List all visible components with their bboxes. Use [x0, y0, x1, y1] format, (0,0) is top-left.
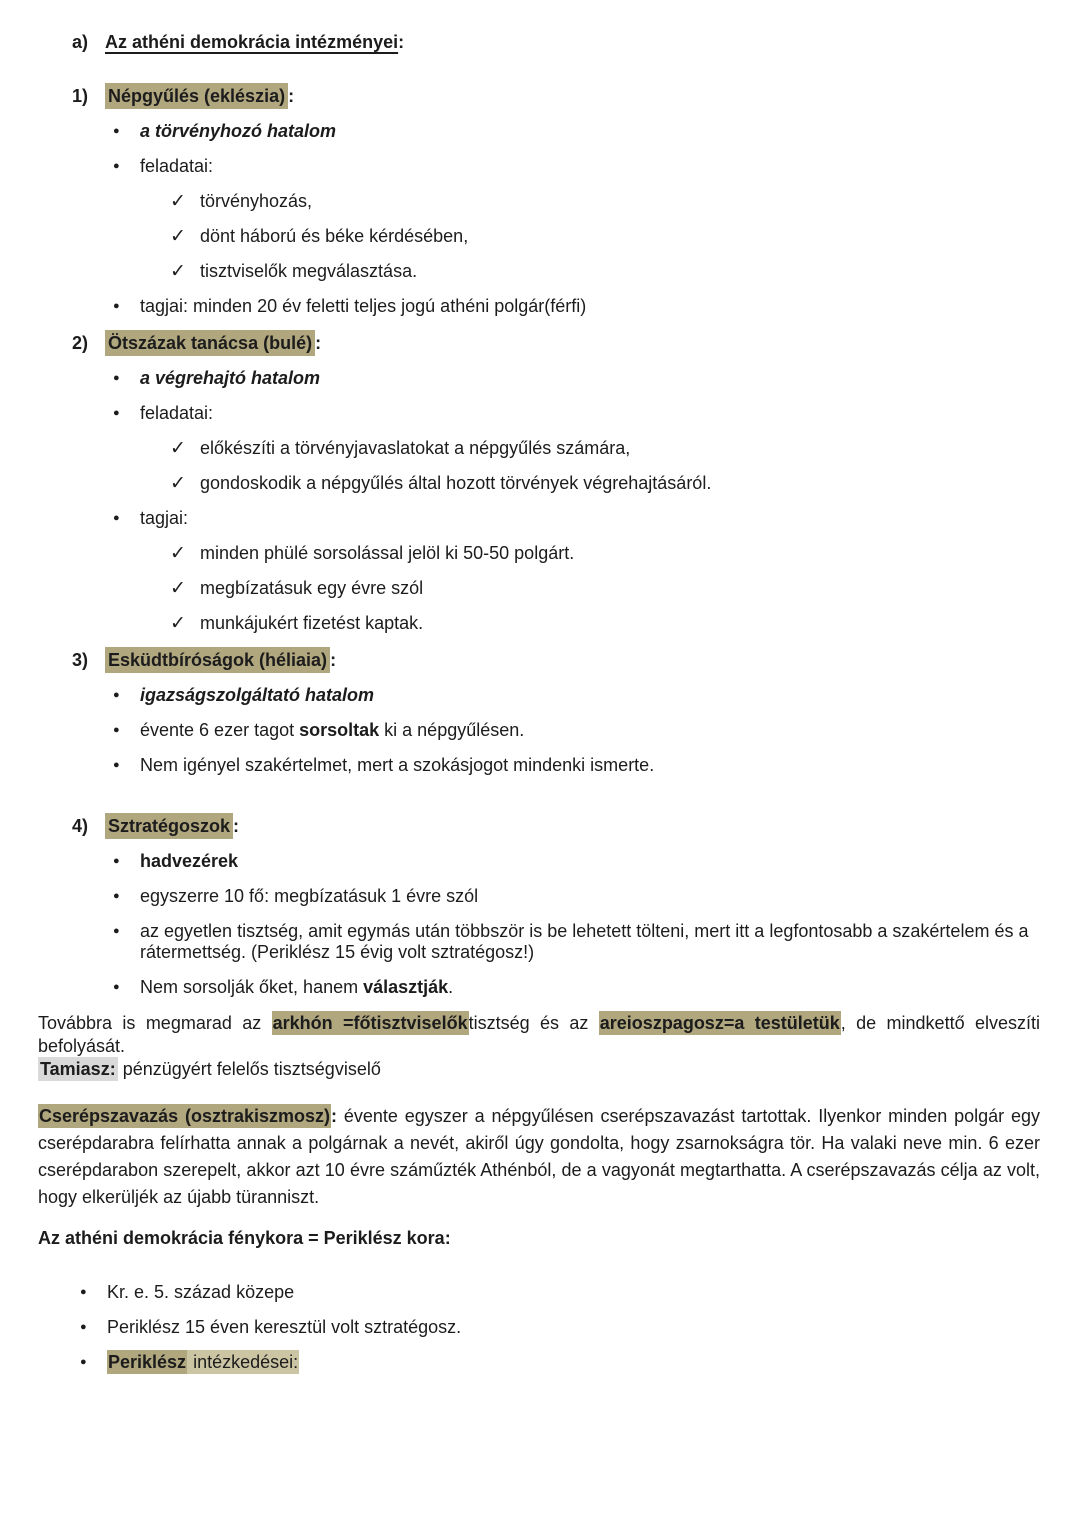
bold-text-segment: sorsoltak [299, 720, 380, 740]
text-segment: évente 6 ezer tagot [140, 720, 300, 740]
check-item [170, 261, 1040, 282]
bold-text-segment: : [331, 1106, 337, 1126]
section-heading [105, 816, 1040, 837]
section-heading-row [72, 816, 1040, 837]
highlighted-heading-text: Ötszázak tanácsa (bulé) [105, 330, 315, 356]
list-item-text: hadvezérek [140, 851, 239, 871]
text-segment: Nem sorsolják őket, hanem [140, 977, 364, 997]
bullet-icon: ● [113, 407, 120, 419]
list-item [80, 1317, 1040, 1338]
check-item-text: gondoskodik a népgyűlés által hozott törvények végrehajtásáról. [200, 473, 712, 493]
heading-colon: : [315, 333, 322, 353]
section-heading [105, 86, 1040, 107]
paragraph-cserepszavazas [38, 1103, 1040, 1211]
section-otszazak [38, 333, 1040, 634]
list-item [113, 121, 1040, 142]
list-item [113, 368, 1040, 389]
section-heading [105, 650, 1040, 671]
list-item [113, 720, 1040, 741]
check-icon: ✓ [170, 438, 186, 459]
check-icon: ✓ [170, 613, 186, 634]
bullet-icon: ● [113, 512, 120, 524]
text-segment: , de mindkettő elveszíti befolyását. [38, 1013, 1040, 1056]
list-item [113, 886, 1040, 907]
text-segment: Továbbra is megmarad az [38, 1013, 272, 1033]
heading-colon: : [330, 650, 337, 670]
check-icon: ✓ [170, 226, 186, 247]
section-sztrategoszok [38, 816, 1040, 998]
intro-heading-row [72, 32, 1040, 53]
list-item [113, 921, 1040, 963]
highlighted-heading-text: Sztratégoszok [105, 813, 233, 839]
check-item-text: minden phülé sorsolással jelöl ki 50-50 polgárt. [200, 543, 575, 563]
bullet-icon: ● [80, 1321, 87, 1333]
check-icon: ✓ [170, 261, 186, 282]
highlighted-term-tamiasz: Tamiasz: [40, 1059, 116, 1079]
highlighted-heading-text: Esküdtbíróságok (héliaia) [105, 647, 330, 673]
list-item-text: Nem igényel szakértelmet, mert a szokásjogot mindenki ismerte. [140, 755, 655, 775]
list-item-text: Periklész 15 éven keresztül volt sztratégosz. [107, 1317, 462, 1337]
bold-text-segment: választják [363, 977, 449, 997]
intro-heading-text: Az athéni demokrácia intézményei [105, 32, 399, 52]
check-item [170, 543, 1040, 564]
check-item-text: munkájukért fizetést kaptak. [200, 613, 424, 633]
section-heading-row [72, 650, 1040, 671]
check-item-text: előkészíti a törvényjavaslatokat a népgyűlés számára, [200, 438, 631, 458]
section-eskudtbirosagok [38, 650, 1040, 776]
text-segment: tisztség és az [468, 1013, 599, 1033]
intro-label: a) [72, 32, 89, 52]
paragraph-line [38, 1012, 1040, 1058]
check-item [170, 613, 1040, 634]
check-item [170, 473, 1040, 494]
bullet-icon: ● [113, 160, 120, 172]
list-item-text: egyszerre 10 fő: megbízatásuk 1 évre szól [140, 886, 479, 906]
check-item-text: tisztviselők megválasztása. [200, 261, 418, 281]
bullet-icon: ● [113, 125, 120, 137]
check-icon: ✓ [170, 543, 186, 564]
check-item-text: megbízatásuk egy évre szól [200, 578, 424, 598]
text-segment: ki a népgyűlésen. [379, 720, 525, 740]
list-item [80, 1352, 1040, 1373]
list-item-text: feladatai: [140, 156, 214, 176]
highlighted-term-arkhon: arkhón =főtisztviselők [272, 1013, 468, 1033]
list-item-text: tagjai: minden 20 év feletti teljes jogú athéni polgár(férfi) [140, 296, 587, 316]
list-item-text: a törvényhozó hatalom [140, 121, 337, 141]
check-item [170, 191, 1040, 212]
list-item [113, 508, 1040, 529]
list-item-text: a végrehajtó hatalom [140, 368, 321, 388]
list-item [113, 977, 1040, 998]
list-item [113, 403, 1040, 424]
list-item-text [140, 720, 1040, 741]
section-number: 4) [72, 816, 89, 836]
check-icon: ✓ [170, 191, 186, 212]
text-segment: évente egyszer a népgyűlésen cserépszavazást tartottak. Ilyenkor minden polgár egy cserépdarabra felírhatta annak a polgárnak a nevét, akiről úgy gondolta, hogy zsarnokságra tör. Ha valaki neve min. 6 ezer cserépdarabon szerepelt, akkor azt 10 évre száműzték Athénból, de a vagyonát megtarthatta. A cserépszavazás célja az volt, hogy elkerüljék az újabb türanniszt. [38, 1106, 1040, 1207]
highlighted-term-cserepszavazas: Cserépszavazás (osztrakiszmosz) [39, 1106, 330, 1126]
list-item-text: az egyetlen tisztség, amit egymás után többször is be lehetett tölteni, mert itt a legfontosabb a szakértelem és a rátermettség. (Periklész 15 évig volt sztratégosz!) [140, 921, 1029, 962]
highlighted-text-segment: intézkedései: [188, 1352, 299, 1372]
bullet-icon: ● [113, 372, 120, 384]
bullet-icon: ● [113, 300, 120, 312]
check-icon: ✓ [170, 578, 186, 599]
check-item [170, 226, 1040, 247]
list-item [113, 296, 1040, 317]
list-item-text: feladatai: [140, 403, 214, 423]
list-item-text [140, 977, 1040, 998]
highlighted-term-areioszpagosz: areioszpagosz=a testületük [599, 1013, 840, 1033]
section-number: 3) [72, 650, 89, 670]
list-item-text: Kr. e. 5. század közepe [107, 1282, 295, 1302]
highlighted-term-periklesz: Periklész [108, 1352, 187, 1372]
bullet-icon: ● [113, 855, 120, 867]
section-heading [105, 333, 1040, 354]
check-item [170, 438, 1040, 459]
list-item [113, 685, 1040, 706]
check-icon: ✓ [170, 473, 186, 494]
bullet-icon: ● [113, 925, 120, 937]
text-segment: pénzügyért felelős tisztségviselő [117, 1059, 381, 1079]
bullet-icon: ● [113, 724, 120, 736]
list-item [80, 1282, 1040, 1303]
list-item-text [107, 1352, 1040, 1373]
section-number: 1) [72, 86, 89, 106]
check-item-text: dönt háború és béke kérdésében, [200, 226, 469, 246]
list-item-text: igazságszolgáltató hatalom [140, 685, 375, 705]
section-number: 2) [72, 333, 89, 353]
intro-heading [105, 32, 1040, 53]
section-heading-row [72, 86, 1040, 107]
heading-colon: : [288, 86, 295, 106]
heading-colon: : [233, 816, 240, 836]
bullet-icon: ● [113, 890, 120, 902]
list-item [113, 755, 1040, 776]
check-item [170, 578, 1040, 599]
paragraph-tovabbra [38, 1012, 1040, 1081]
section-nepgyules [38, 86, 1040, 317]
intro-heading-colon: : [398, 32, 405, 52]
list-item [113, 156, 1040, 177]
bullet-icon: ● [113, 981, 120, 993]
bullet-icon: ● [80, 1286, 87, 1298]
bullet-icon: ● [80, 1356, 87, 1368]
highlighted-heading-text: Népgyűlés (eklészia) [105, 83, 288, 109]
list-item [113, 851, 1040, 872]
list-item-text: tagjai: [140, 508, 189, 528]
check-item-text: törvényhozás, [200, 191, 313, 211]
heading-periklesz-kora: Az athéni demokrácia fénykora = Periklész kora: [38, 1228, 451, 1248]
paragraph-line [38, 1058, 1040, 1081]
bullet-icon: ● [113, 759, 120, 771]
bullet-icon: ● [113, 689, 120, 701]
text-segment: . [448, 977, 454, 997]
section-heading-row [72, 333, 1040, 354]
